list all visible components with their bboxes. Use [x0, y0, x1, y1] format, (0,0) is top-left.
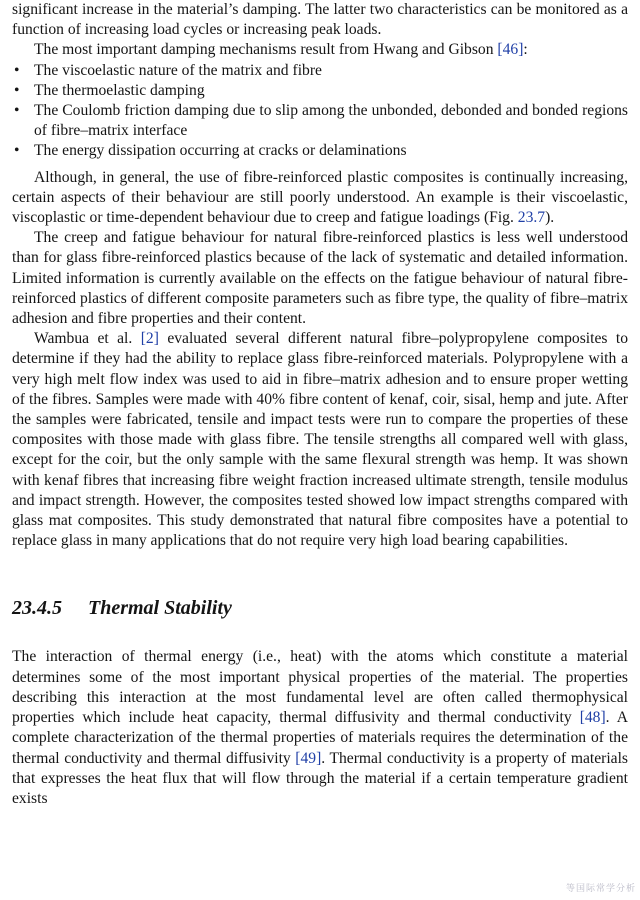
damping-intro [12, 40, 628, 60]
bullet-icon: • [14, 81, 20, 99]
paragraph-wambua: Wambua et al. [2] evaluated several different natural fibre–polypropylene composites to determine if they had the ability to replace glass fibre-reinforced materials. Polypropylene with a very high melt flow index was used to aid in fibre–matrix adhesion and to ensure proper wetting of the fibres. Samples were made with 40% fibre content of kenaf, coir, sisal, hemp and jute. After the samples were fabricated, tensile and impact tests were run to compare the properties of these composites with those made with glass fibre. The tensile strengths all compared well with glass, except for the coir, but the only sample with the same flexural strength was hemp. It was shown with kenaf fibres that increasing fibre weight fraction increased ultimate strength, tensile modulus and impact strength. However, the composites tested showed low impact strengths compared with glass mat composites. This study demonstrated that natural fibre composites have a potential to replace glass in many applications that do not require very high load bearing capabilities. [12, 330, 628, 550]
intro-continuation [12, 0, 628, 40]
paragraph-thermal: The interaction of thermal energy (i.e., heat) with the atoms which constitute a material determines some of the most important physical properties of the material. The properties describing this interaction at the most fundamental level are often called thermophysical properties which include heat capacity, thermal diffusivity and thermal conductivity [48]. A complete characterization of the thermal properties of materials requires the determination of the thermal conductivity and thermal diffusivity [49]. Thermal conductivity is a property of materials that expresses the heat flux that will flow through the material if a certain temperature gradient exists [12, 648, 628, 807]
citation-48[interactable]: [48] [579, 709, 606, 727]
list-item: • The energy dissipation occurring at cracks or delaminations [12, 141, 628, 161]
list-item: • The Coulomb friction damping due to slip among the unbonded, debonded and bonded regions of fibre–matrix interface [14, 102, 628, 140]
section-title: Thermal Stability [88, 597, 232, 620]
section-number: 23.4.5 [12, 597, 62, 620]
damping-intro-text: The most important damping mechanisms result from Hwang and Gibson [34, 41, 494, 59]
damping-intro-colon: : [523, 41, 528, 59]
paragraph-creep-fatigue: The creep and fatigue behaviour for natural fibre-reinforced plastics is less well understood than for glass fibre-reinforced plastics because of the lack of systematic and detailed information. Limited information is currently available on the effects on the fatigue behaviour of natural fibre-reinforced plastics of different composite parameters such as fibre type, the quality of fibre–matrix adhesion and fibre properties and their content. [12, 229, 628, 328]
paragraph-viscoelastic: Although, in general, the use of fibre-reinforced plastic composites is continually increasing, certain aspects of their behaviour are still poorly understood. An example is their viscoelastic, viscoplastic or time-dependent behaviour due to creep and fatigue loadings (Fig. 23.7). [12, 168, 628, 227]
bullet-icon: • [14, 142, 20, 160]
bullet-icon: • [14, 61, 20, 79]
intro-text: significant increase in the material’s damping. The latter two characteristics can be monitored as a function of increasing load cycles or increasing peak loads. [12, 1, 628, 39]
citation-2[interactable]: [2] [140, 330, 159, 348]
list-item: • The viscoelastic nature of the matrix and fibre [12, 61, 628, 81]
citation-46[interactable]: [46] [497, 41, 524, 59]
document-page [12, 0, 628, 809]
section-heading [12, 595, 628, 621]
damping-mechanisms-list [12, 61, 628, 162]
citation-49[interactable]: [49] [295, 749, 322, 767]
watermark: 等国际常学分析 [565, 884, 636, 894]
list-item: • The thermoelastic damping [12, 81, 628, 101]
figure-reference-23-7[interactable]: 23.7 [517, 209, 546, 227]
bullet-icon: • [14, 102, 20, 120]
